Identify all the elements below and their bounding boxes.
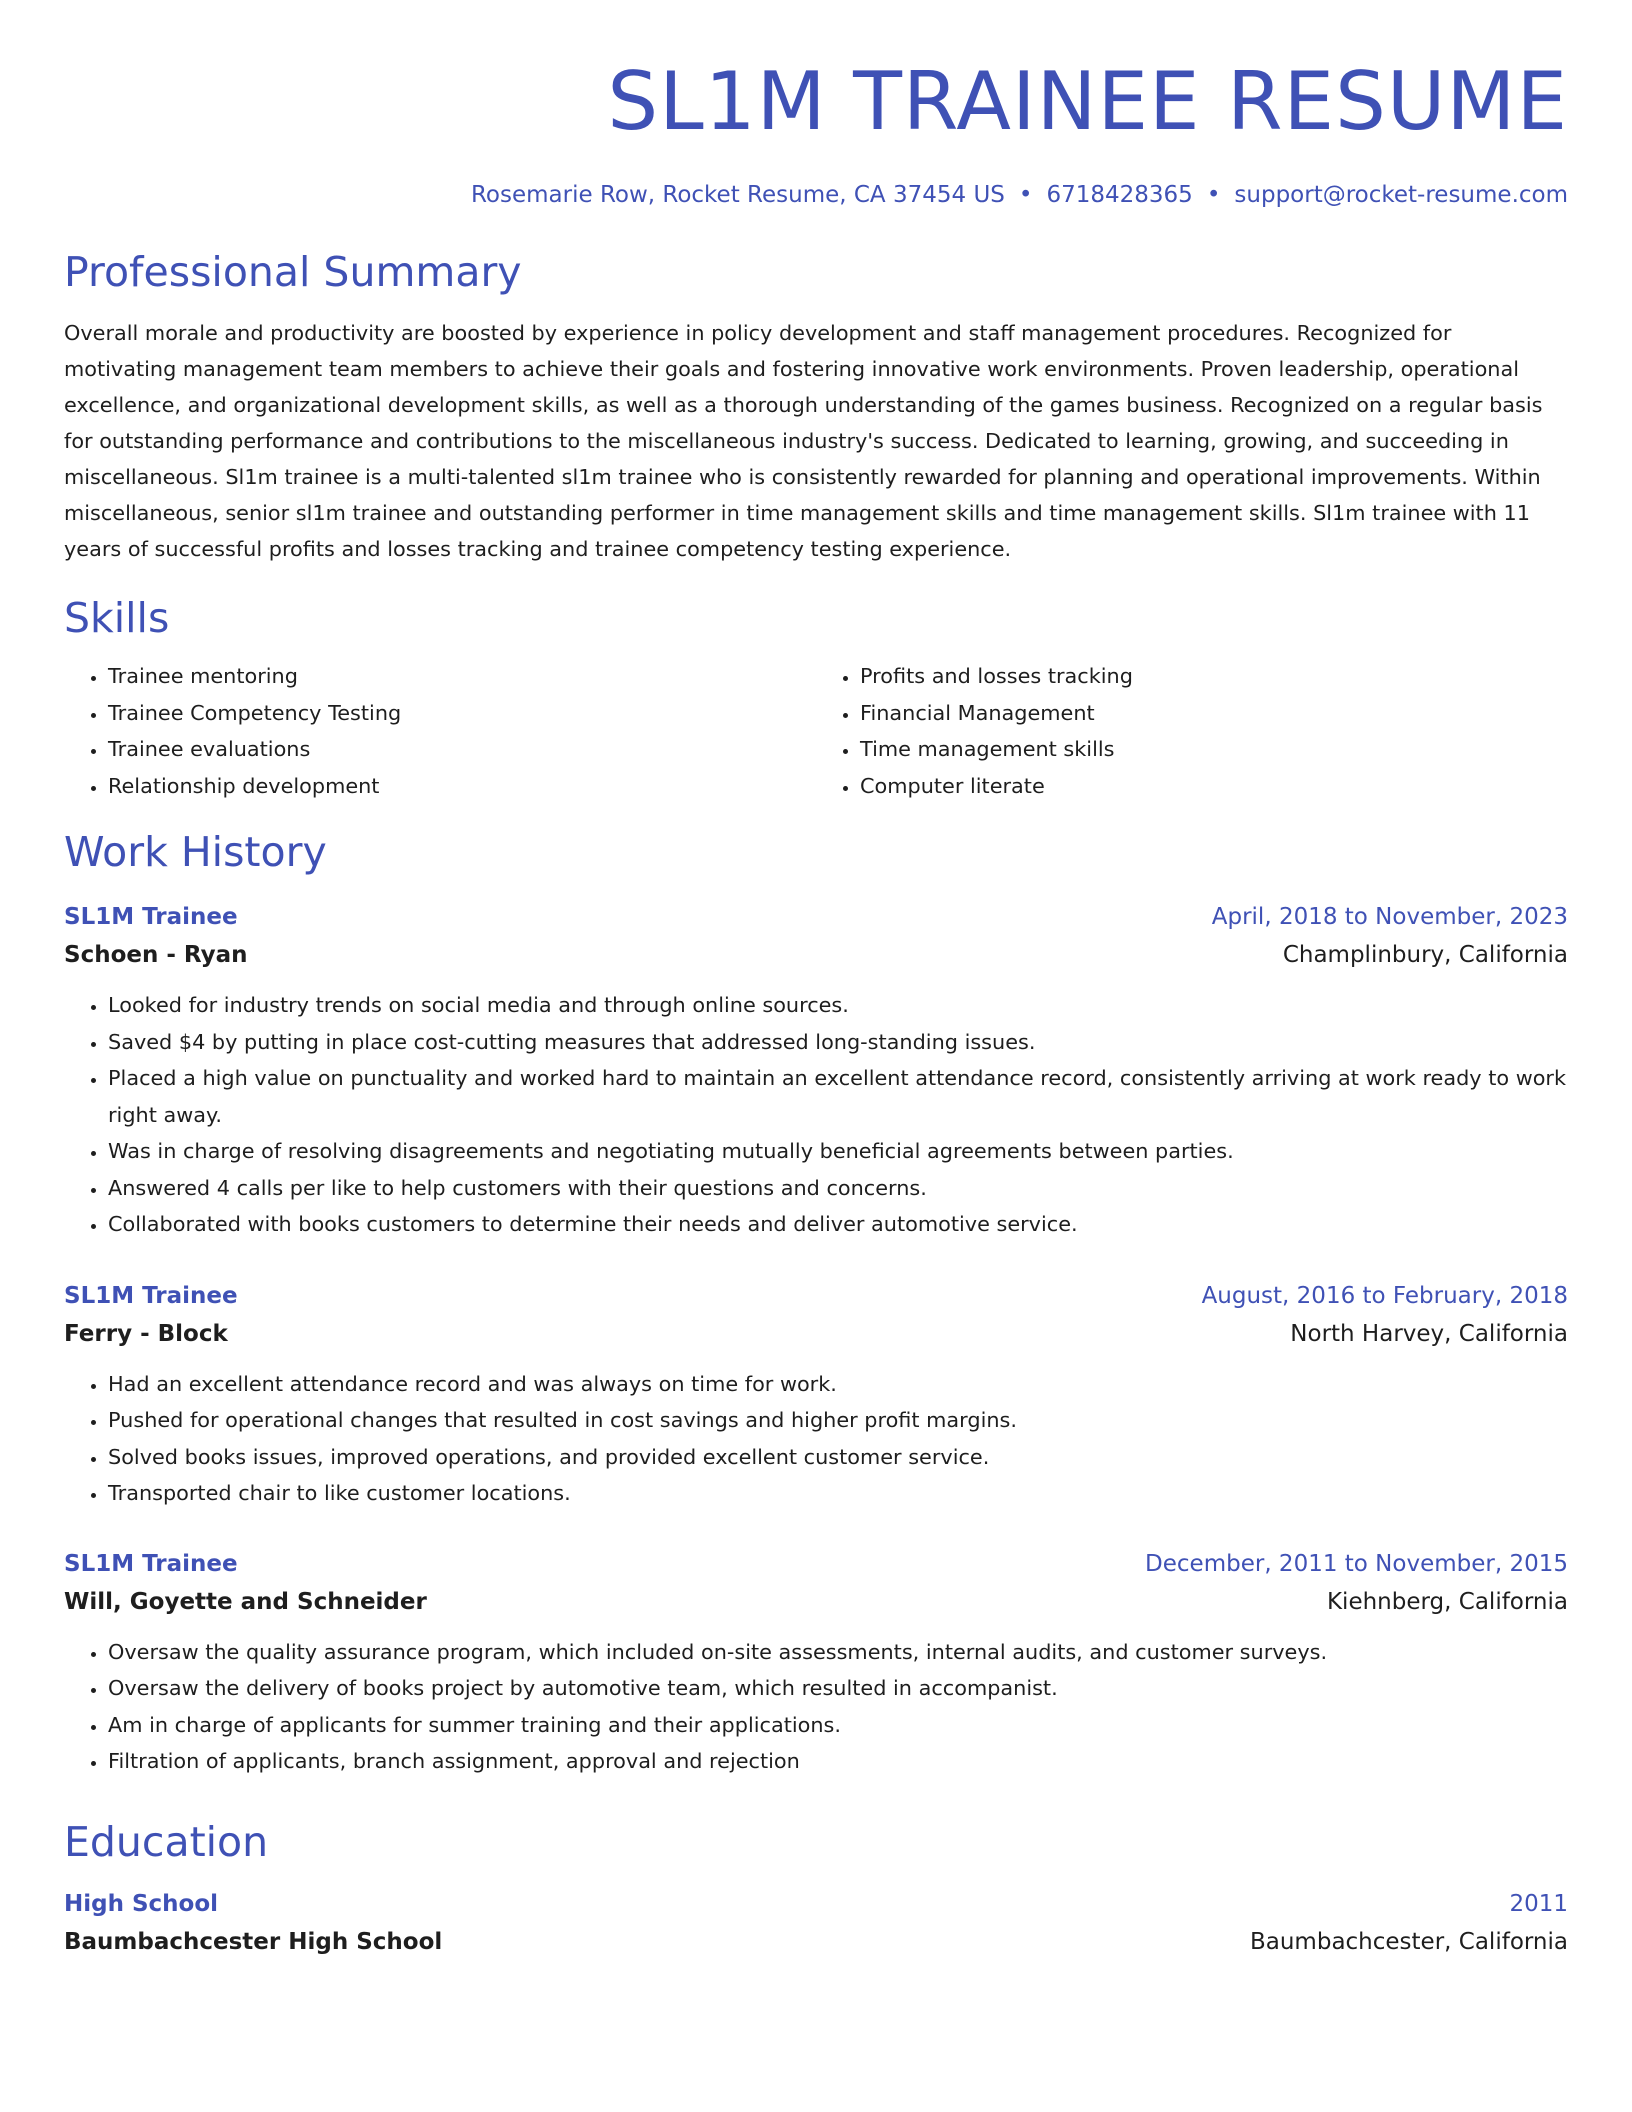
job-dates: April, 2018 to November, 2023 (1211, 904, 1568, 930)
education-year: 2011 (1509, 1890, 1568, 1917)
contact-phone: 6718428365 (1046, 182, 1193, 208)
skill-item: • Relationship development (108, 768, 816, 805)
work-history-heading: Work History (64, 828, 327, 876)
job-title-row (64, 898, 1568, 936)
resume-header (64, 0, 1568, 210)
education-degree-row (64, 1885, 1568, 1923)
job-title: SL1M Trainee (64, 904, 238, 930)
duty-item: • Oversaw the delivery of books project by automotive team, which resulted in accompanist. (108, 1670, 1568, 1707)
job-location: Kiehnberg, California (1326, 1588, 1568, 1615)
job-dates: December, 2011 to November, 2015 (1145, 1550, 1568, 1577)
duty-item: • Looked for industry trends on social media and through online sources. (108, 987, 1568, 1024)
resume-name: SL1M TRAINEE RESUME (607, 55, 1568, 148)
duty-item: • Solved books issues, improved operations, and provided excellent customer service. (108, 1439, 1568, 1476)
duty-item: • Filtration of applicants, branch assignment, approval and rejection (108, 1743, 1568, 1780)
duty-item: • Transported chair to like customer locations. (108, 1475, 1568, 1512)
job-dates: August, 2016 to February, 2018 (1201, 1282, 1568, 1309)
education-school-row (64, 1923, 1568, 1961)
job-title: SL1M Trainee (64, 1550, 238, 1577)
contact-email: support@rocket-resume.com (1234, 182, 1568, 208)
skill-item: • Profits and losses tracking (860, 658, 1568, 695)
duty-item: • Had an excellent attendance record and was always on time for work. (108, 1366, 1568, 1403)
skill-item: • Financial Management (860, 695, 1568, 732)
job-duties (64, 987, 1568, 1243)
job-company-row (64, 1583, 1568, 1621)
education-heading: Education (64, 1817, 269, 1866)
job-title: SL1M Trainee (64, 1282, 238, 1309)
duty-item: • Am in charge of applicants for summer training and their applications. (108, 1707, 1568, 1744)
job-title-row (64, 1545, 1568, 1583)
education-entry (64, 1885, 1568, 1961)
skills-heading: Skills (64, 594, 170, 642)
summary-text: Overall morale and productivity are boosted by experience in policy development and staff management procedures. Recognized for motivating management team members to achieve their goals and fostering innovative work environments. Proven leadership, operational excellence, and organizational development skills, as well as a thorough understanding of the games business. Recognized on a regular basis for outstanding performance and contributions to the miscellaneous industry's success. Dedicated to learning, growing, and succeeding in miscellaneous. Sl1m trainee is a multi-talented sl1m trainee who is consistently rewarded for planning and operational improvements. Within miscellaneous, senior sl1m trainee and outstanding performer in time management skills and time management skills. Sl1m trainee with 11 years of successful profits and losses tracking and trainee competency testing experience. (64, 321, 1543, 561)
duty-item: • Pushed for operational changes that resulted in cost savings and higher profit margins. (108, 1402, 1568, 1439)
job-title-row (64, 1277, 1568, 1315)
job-company-row (64, 936, 1568, 974)
education-school: Baumbachcester High School (64, 1928, 443, 1955)
skills-column-right (816, 658, 1568, 804)
skill-item: • Trainee Competency Testing (108, 695, 816, 732)
job-company-row (64, 1315, 1568, 1353)
job-entry (64, 1545, 1568, 1780)
skills-list (64, 658, 1568, 804)
skill-item: • Time management skills (860, 731, 1568, 768)
duty-item: • Answered 4 calls per like to help customers with their questions and concerns. (108, 1170, 1568, 1207)
education-degree: High School (64, 1890, 219, 1917)
duty-item: • Oversaw the quality assurance program, which included on-site assessments, internal audits, and customer surveys. (108, 1634, 1568, 1671)
skills-column-left (64, 658, 816, 804)
job-company: Schoen - Ryan (64, 942, 248, 968)
skill-item: • Trainee mentoring (108, 658, 816, 695)
job-duties (64, 1634, 1568, 1780)
contact-address: Rosemarie Row, Rocket Resume, CA 37454 US (470, 182, 1005, 208)
contact-separator: • (1018, 182, 1033, 208)
job-entry (64, 1277, 1568, 1512)
contact-separator: • (1206, 182, 1221, 208)
contact-line (64, 180, 1568, 210)
job-company: Ferry - Block (64, 1320, 228, 1347)
job-location: Champlinbury, California (1282, 942, 1568, 968)
summary-heading: Professional Summary (64, 248, 522, 296)
skill-item: • Computer literate (860, 768, 1568, 805)
job-location: North Harvey, California (1290, 1320, 1568, 1347)
job-company: Will, Goyette and Schneider (64, 1588, 427, 1615)
duty-item: • Collaborated with books customers to determine their needs and deliver automotive service. (108, 1206, 1568, 1243)
job-duties (64, 1366, 1568, 1512)
duty-item: • Was in charge of resolving disagreements and negotiating mutually beneficial agreements between parties. (108, 1133, 1568, 1170)
skill-item: • Trainee evaluations (108, 731, 816, 768)
duty-item: • Placed a high value on punctuality and worked hard to maintain an excellent attendance record, consistently arriving at work ready to work right away. (108, 1060, 1568, 1133)
job-entry (64, 898, 1568, 1243)
education-location: Baumbachcester, California (1249, 1928, 1568, 1955)
duty-item: • Saved $4 by putting in place cost-cutting measures that addressed long-standing issues. (108, 1024, 1568, 1061)
